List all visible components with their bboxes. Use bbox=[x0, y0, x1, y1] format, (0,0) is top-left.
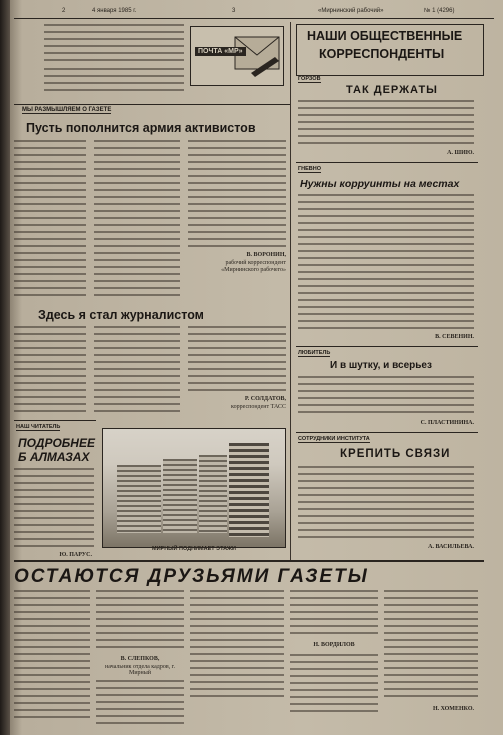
item4-author: А. ВАСИЛЬЕВА. bbox=[428, 544, 474, 550]
banner-rule bbox=[14, 560, 484, 562]
intro-note bbox=[44, 68, 184, 92]
envelope-icon bbox=[191, 27, 283, 85]
reader-headline-1: ПОДРОБНЕЕ bbox=[18, 436, 95, 450]
issue-date: 4 января 1985 г. bbox=[92, 8, 137, 14]
bottom-col-2b bbox=[96, 680, 184, 724]
left-col-2 bbox=[94, 140, 180, 300]
newspaper-name: «Мирнинский рабочий» bbox=[318, 8, 384, 14]
item4-rule bbox=[296, 432, 478, 433]
item3-rubric: ЛЮБИТЕЛЬ bbox=[298, 350, 331, 356]
bottom-col-4b bbox=[290, 654, 378, 716]
journalist-author-desc: корреспондент ТАСС bbox=[231, 404, 286, 410]
item4-text bbox=[298, 466, 474, 538]
bottom-col-3 bbox=[190, 590, 284, 700]
item3-rule bbox=[296, 346, 478, 347]
item3-text bbox=[298, 376, 474, 416]
journalist-col-2 bbox=[94, 326, 180, 414]
reader-text bbox=[14, 468, 94, 550]
item2-headline: Нужны корруинты на местах bbox=[300, 178, 460, 190]
journalist-headline: Здесь я стал журналистом bbox=[38, 308, 204, 322]
right-title-1: НАШИ ОБЩЕСТВЕННЫЕ bbox=[307, 29, 463, 43]
item4-headline: КРЕПИТЬ СВЯЗИ bbox=[340, 448, 451, 460]
reader-author: Ю. ПАРУС. bbox=[59, 552, 92, 558]
bottom-sig1-desc: начальник отдела кадров, г. Мирный bbox=[105, 664, 175, 676]
item4-rubric: СОТРУДНИКИ ИНСТИТУТА bbox=[298, 436, 370, 442]
item2-author: В. СЕВЕНИН. bbox=[435, 334, 474, 340]
right-title-2: КОРРЕСПОНДЕНТЫ bbox=[319, 47, 445, 61]
reader-headline-2: Б АЛМАЗАХ bbox=[18, 450, 90, 464]
post-label: ПОЧТА «МР» bbox=[195, 47, 246, 56]
masthead-rule bbox=[14, 18, 494, 19]
bottom-sig2-name: Н. ВОРДИЛОВ bbox=[313, 642, 355, 648]
reader-rubric: НАШ ЧИТАТЕЛЬ bbox=[16, 424, 61, 430]
post-logo bbox=[190, 26, 284, 86]
bottom-col-4a bbox=[290, 590, 378, 638]
left-author-name: В. ВОРОНИН, bbox=[246, 252, 286, 258]
building-3 bbox=[199, 455, 227, 533]
center-number: 3 bbox=[232, 8, 236, 14]
bottom-sig3-name: Н. ХОМЕНКО. bbox=[432, 706, 474, 712]
bottom-banner: ОСТАЮТСЯ ДРУЗЬЯМИ ГАЗЕТЫ bbox=[14, 566, 369, 587]
item3-headline: И в шутку, и всерьез bbox=[330, 360, 432, 371]
item1-rubric: ГОРЗОВ bbox=[298, 76, 321, 82]
bottom-col-1 bbox=[14, 590, 90, 720]
item2-rubric: ГНЕВНО bbox=[298, 166, 321, 172]
item3-author: С. ПЛАСТИНИНА. bbox=[420, 420, 474, 426]
left-col-1 bbox=[14, 140, 86, 300]
left-headline: Пусть пополнится армия активистов bbox=[26, 121, 256, 135]
bottom-col-2a bbox=[96, 590, 184, 652]
reader-rule bbox=[14, 420, 96, 421]
journalist-col-1 bbox=[14, 326, 86, 414]
item2-text bbox=[298, 194, 474, 332]
journalist-author-name: Р. СОЛДАТОВ, bbox=[244, 396, 286, 402]
item1-text bbox=[298, 100, 474, 148]
city-photo bbox=[102, 428, 286, 548]
building-1 bbox=[117, 465, 161, 533]
bottom-sig1-name: В. СЛЕПКОВ, bbox=[120, 656, 160, 662]
journalist-col-3 bbox=[188, 326, 286, 392]
left-rubric: МЫ РАЗМЫШЛЯЕМ О ГАЗЕТЕ bbox=[22, 107, 112, 113]
building-4 bbox=[229, 443, 269, 537]
item2-rule bbox=[296, 162, 478, 163]
page-number: 2 bbox=[62, 8, 66, 14]
bottom-col-5 bbox=[384, 590, 478, 702]
item1-author: А. ШИЮ. bbox=[447, 150, 474, 156]
right-title-box bbox=[296, 24, 484, 76]
photo-caption: МИРНЫЙ ПОДНИМАЕТ ЭТАЖИ bbox=[152, 546, 236, 552]
left-col-3 bbox=[188, 140, 286, 248]
building-2 bbox=[163, 459, 197, 533]
binding-edge bbox=[0, 0, 10, 735]
issue-number: № 1 (4296) bbox=[424, 8, 455, 14]
column-divider bbox=[290, 22, 291, 560]
intro-text bbox=[44, 24, 184, 64]
section-rule bbox=[14, 104, 290, 105]
item1-headline: ТАК ДЕРЖАТЫ bbox=[346, 84, 438, 96]
left-author-desc: рабочий корреспондент «Мирнинского рабочего» bbox=[221, 260, 286, 273]
